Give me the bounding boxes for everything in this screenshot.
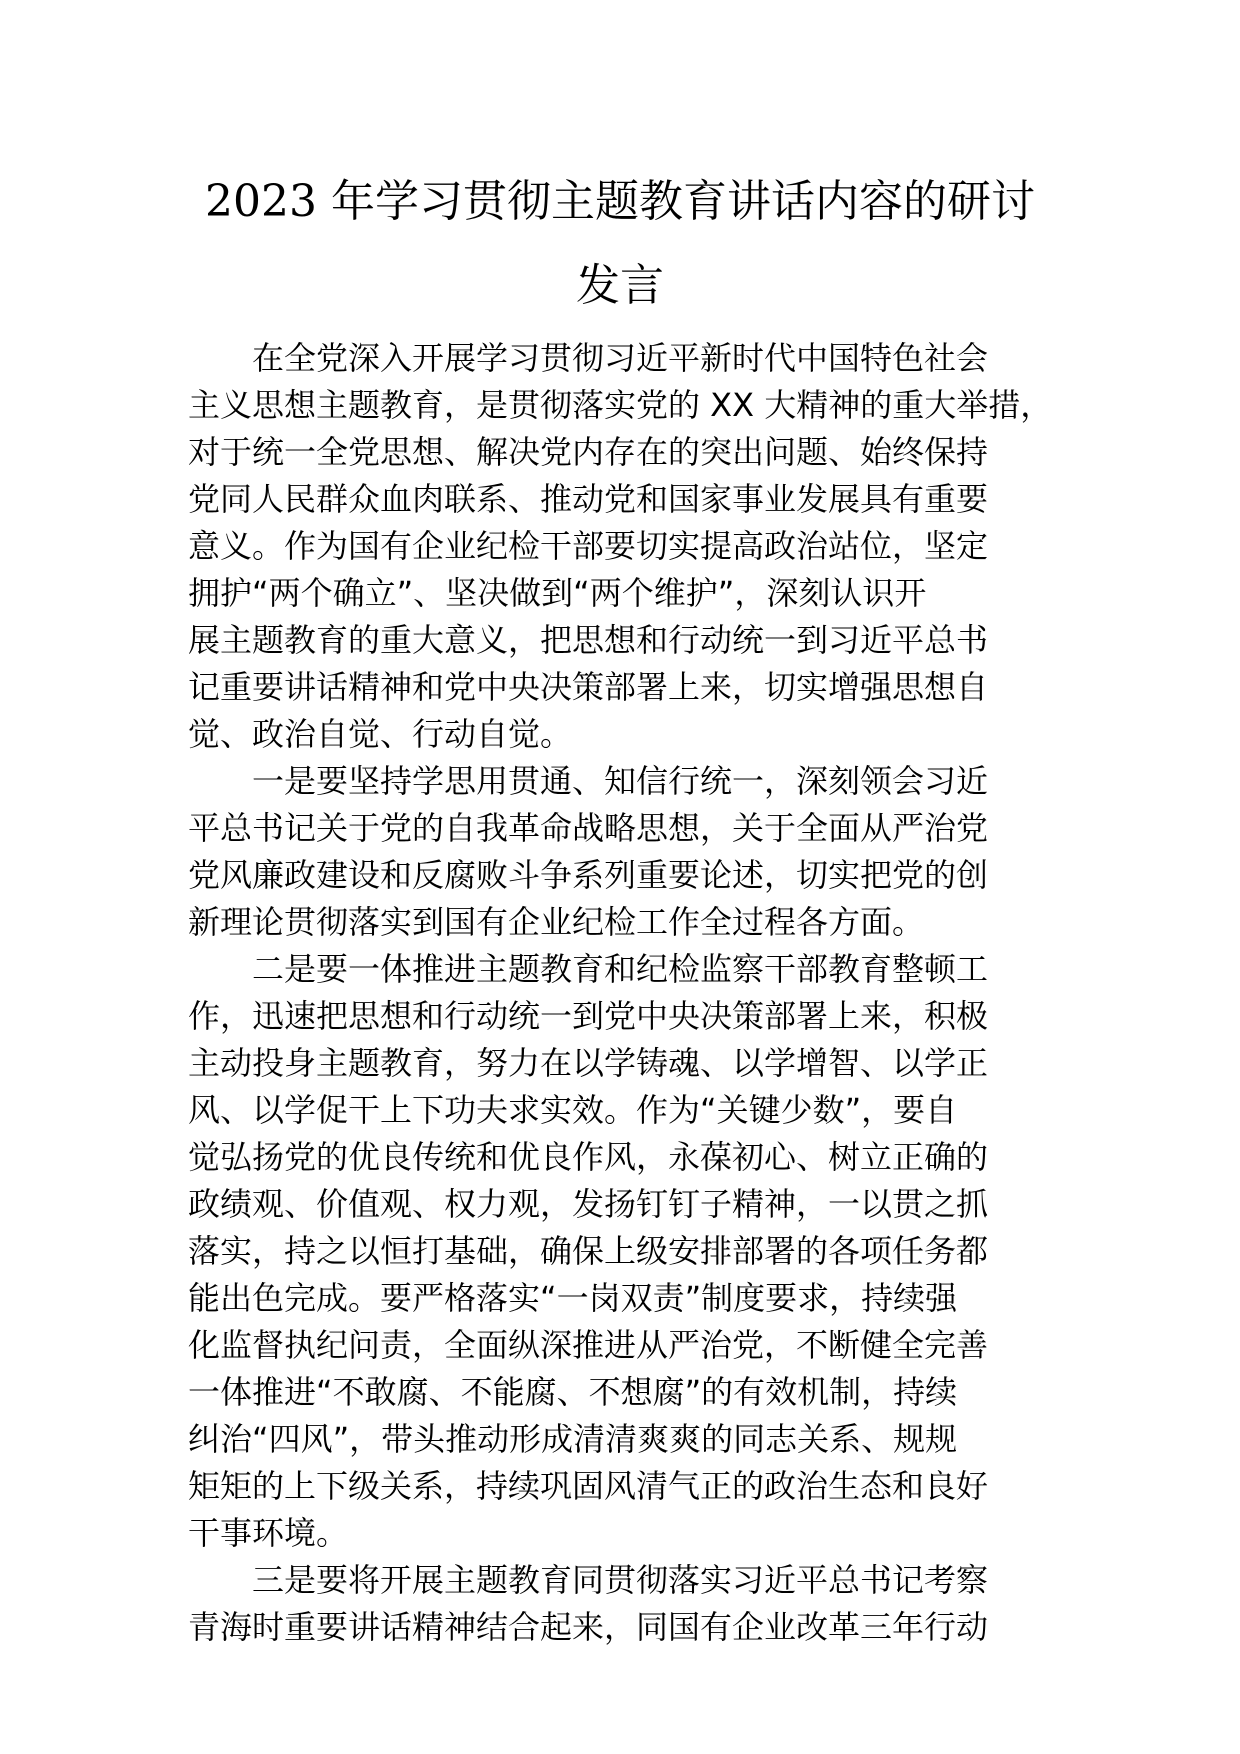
body-line: 化监督执纪问责，全面纵深推进从严治党，不断健全完善: [188, 1326, 989, 1364]
body-line: 记重要讲话精神和党中央决策部署上来，切实增强思想自: [188, 668, 989, 706]
body-line: 一是要坚持学思用贯通、知信行统一，深刻领会习近: [252, 762, 989, 800]
body-line: 落实，持之以恒打基础，确保上级安排部署的各项任务都: [188, 1232, 989, 1270]
body-line: 纠治“四风”，带头推动形成清清爽爽的同志关系、规规: [188, 1420, 958, 1458]
body-line: 矩矩的上下级关系，持续巩固风清气正的政治生态和良好: [188, 1467, 989, 1505]
body-line: 作，迅速把思想和行动统一到党中央决策部署上来，积极: [188, 997, 989, 1035]
body-line: 平总书记关于党的自我革命战略思想，关于全面从严治党: [188, 809, 989, 847]
body-line: 主义思想主题教育，是贯彻落实党的 XX 大精神的重大举措，: [188, 386, 1053, 424]
body-line: 在全党深入开展学习贯彻习近平新时代中国特色社会: [252, 339, 989, 377]
body-line: 党同人民群众血肉联系、推动党和国家事业发展具有重要: [188, 480, 989, 518]
body-line: 风、以学促干上下功夫求实效。作为“关键少数”，要自: [188, 1091, 958, 1129]
body-line: 意义。作为国有企业纪检干部要切实提高政治站位，坚定: [188, 527, 989, 565]
body-line: 主动投身主题教育，努力在以学铸魂、以学增智、以学正: [188, 1044, 989, 1082]
body-line: 一体推进“不敢腐、不能腐、不想腐”的有效机制，持续: [188, 1373, 958, 1411]
body-line: 党风廉政建设和反腐败斗争系列重要论述，切实把党的创: [188, 856, 989, 894]
body-line: 青海时重要讲话精神结合起来，同国有企业改革三年行动: [188, 1608, 989, 1646]
body-line: 觉弘扬党的优良传统和优良作风，永葆初心、树立正确的: [188, 1138, 989, 1176]
body-line: 新理论贯彻落实到国有企业纪检工作全过程各方面。: [188, 903, 925, 941]
document-title-line-2: 发言: [576, 260, 664, 311]
body-line: 干事环境。: [188, 1514, 349, 1552]
body-line: 拥护“两个确立”、坚决做到“两个维护”，深刻认识开: [188, 574, 927, 612]
document-title-line-1: 2023 年学习贯彻主题教育讲话内容的研讨: [205, 176, 1035, 227]
body-line: 三是要将开展主题教育同贯彻落实习近平总书记考察: [252, 1561, 989, 1599]
body-line: 二是要一体推进主题教育和纪检监察干部教育整顿工: [252, 950, 989, 988]
body-line: 展主题教育的重大意义，把思想和行动统一到习近平总书: [188, 621, 989, 659]
body-line: 政绩观、价值观、权力观，发扬钉钉子精神，一以贯之抓: [188, 1185, 989, 1223]
body-line: 能出色完成。要严格落实“一岗双责”制度要求，持续强: [188, 1279, 958, 1317]
body-line: 觉、政治自觉、行动自觉。: [188, 715, 573, 753]
body-line: 对于统一全党思想、解决党内存在的突出问题、始终保持: [188, 433, 989, 471]
